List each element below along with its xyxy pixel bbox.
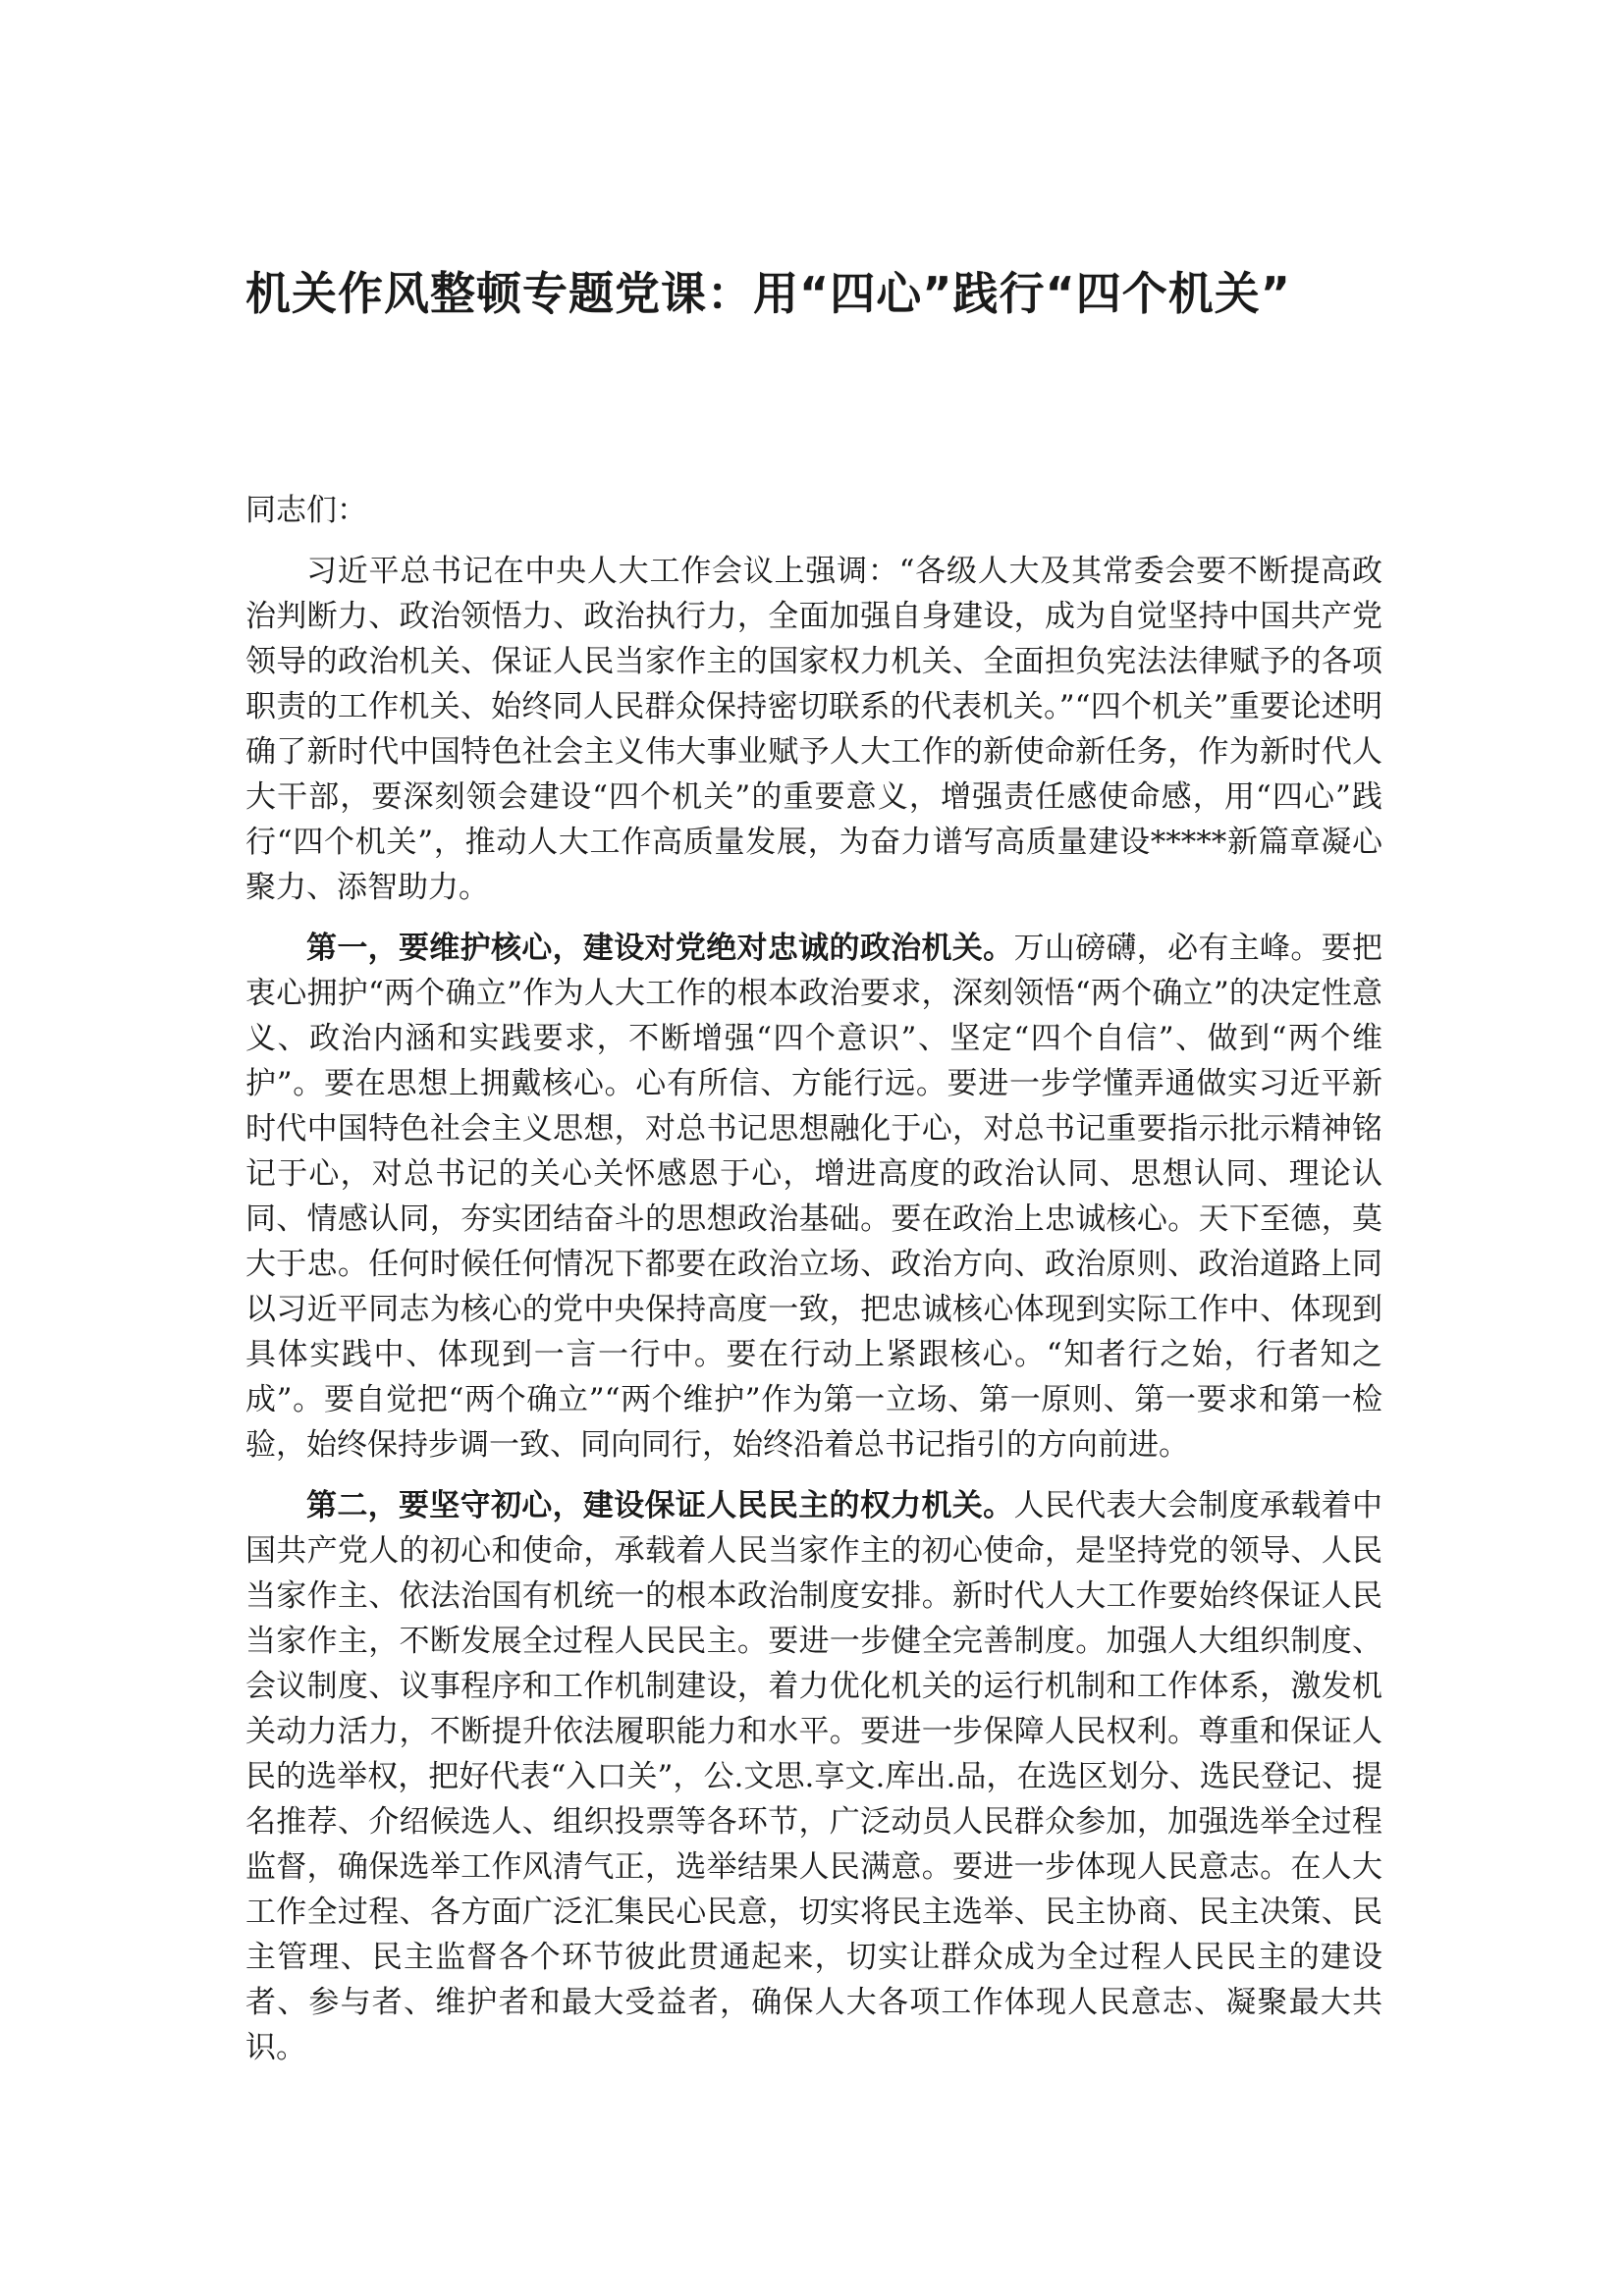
salutation: 同志们： xyxy=(245,493,367,528)
paragraph-text: 人民代表大会制度承载着中国共产党人的初心和使命，承载着人民当家作主的初心使命，是坚持党的领导、人民当家作主、依法治国有机统一的根本政治制度安排。新时代人大工作要始终保证人民当家作主，不断发展全过程人民民主。要进一步健全完善制度。加强人大组织制度、会议制度、议事程序和工作机制建设，着力优化机关的运行机制和工作体系，激发机关动力活力，不断提升依法履职能力和水平。要进一步保障人民权利。尊重和保证人民的选举权，把好代表“入口关”，公.文思.享文.库出.品，在选区划分、选民登记、提名推荐、介绍候选人、组织投票等各环节，广泛动员人民群众参加，加强选举全过程监督，确保选举工作风清气正，选举结果人民满意。要进一步体现人民意志。在人大工作全过程、各方面广泛汇集民心民意，切实将民主选举、民主协商、民主决策、民主管理、民主监督各个环节彼此贯通起来，切实让群众成为全过程人民民主的建设者、参与者、维护者和最大受益者，确保人大各项工作体现人民意志、凝聚最大共识。 xyxy=(245,1488,1383,2065)
paragraph-intro xyxy=(245,549,1382,910)
paragraph-power-organ xyxy=(245,1483,1382,2070)
document-title: 机关作风整顿专题党课：用“四心”践行“四个机关” xyxy=(245,267,1291,320)
paragraph-text: 习近平总书记在中央人大工作会议上强调：“各级人大及其常委会要不断提高政治判断力、政治领悟力、政治执行力，全面加强自身建设，成为自觉坚持中国共产党领导的政治机关、保证人民当家作主的国家权力机关、全面担负宪法法律赋予的各项职责的工作机关、始终同人民群众保持密切联系的代表机关。”“四个机关”重要论述明确了新时代中国特色社会主义伟大事业赋予人大工作的新使命新任务，作为新时代人大干部，要深刻领会建设“四个机关”的重要意义，增强责任感使命感，用“四心”践行“四个机关”，推动人大工作高质量发展，为奋力谱写高质量建设*****新篇章凝心聚力、添智助力。 xyxy=(245,554,1382,905)
paragraph-political-organ xyxy=(245,926,1382,1468)
paragraph-text: 万山磅礴，必有主峰。要把衷心拥护“两个确立”作为人大工作的根本政治要求，深刻领悟“两个确立”的决定性意义、政治内涵和实践要求，不断增强“四个意识”、坚定“四个自信”、做到“两个维护”。要在思想上拥戴核心。心有所信、方能行远。要进一步学懂弄通做实习近平新时代中国特色社会主义思想，对总书记思想融化于心，对总书记重要指示批示精神铭记于心，对总书记的关心关怀感恩于心，增进高度的政治认同、思想认同、理论认同、情感认同，夯实团结奋斗的思想政治基础。要在政治上忠诚核心。天下至德，莫大于忠。任何时候任何情况下都要在政治立场、政治方向、政治原则、政治道路上同以习近平同志为核心的党中央保持高度一致，把忠诚核心体现到实际工作中、体现到具体实践中、体现到一言一行中。要在行动上紧跟核心。“知者行之始，行者知之成”。要自觉把“两个确立”“两个维护”作为第一立场、第一原则、第一要求和第一检验，始终保持步调一致、同向同行，始终沿着总书记指引的方向前进。 xyxy=(245,931,1383,1463)
paragraph-lead-heading: 第二，要坚守初心，建设保证人民民主的权力机关。 xyxy=(306,1488,1014,1523)
document-body xyxy=(245,488,1382,2086)
paragraph-lead-heading: 第一，要维护核心，建设对党绝对忠诚的政治机关。 xyxy=(306,931,1014,966)
